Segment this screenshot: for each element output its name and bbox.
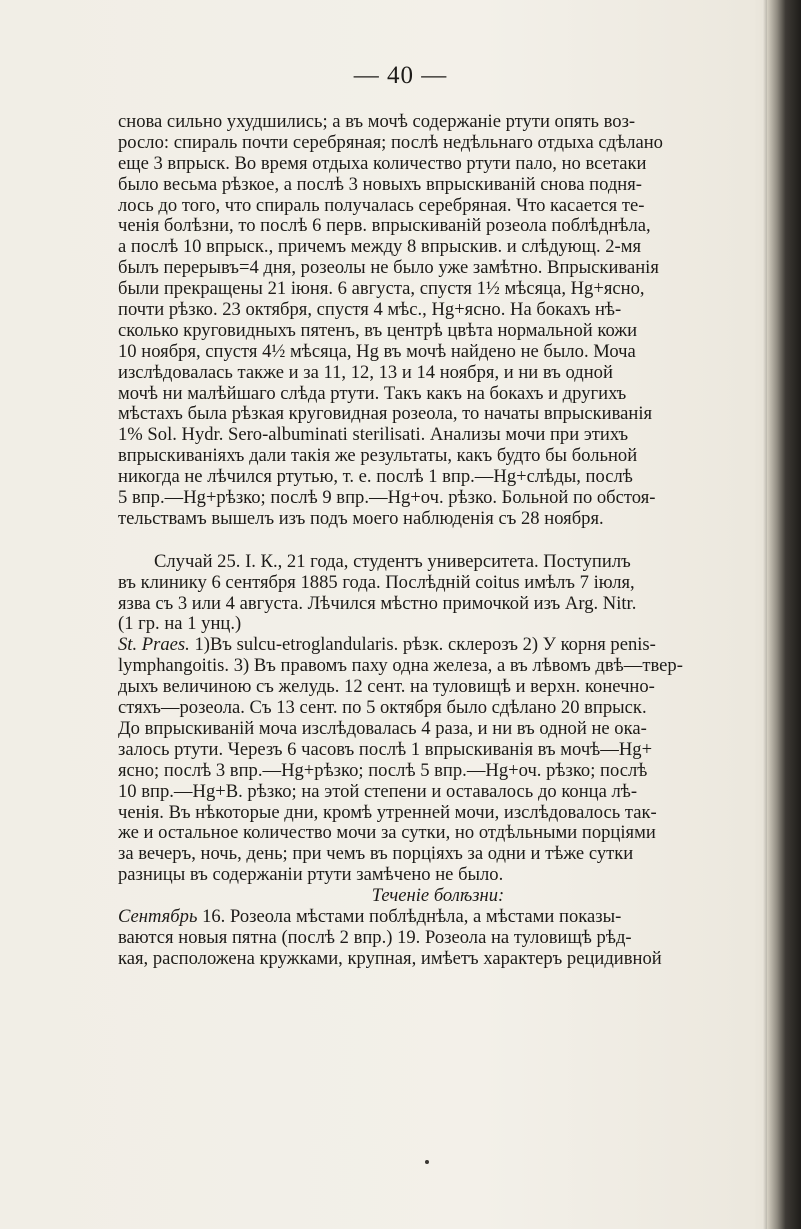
text-line: никогда не лѣчился ртутью, т. е. послѣ 1 впр.—Hg+слѣды, послѣ	[118, 467, 633, 488]
text-line: за вечеръ, ночь, день; при чемъ въ порціяхъ за одни и тѣже сутки	[118, 844, 634, 865]
paragraph-continued	[118, 112, 758, 530]
text-line: а послѣ 10 впрыск., причемъ между 8 впрыскив. и слѣдующ. 2-мя	[118, 237, 642, 258]
text-line: (1 гр. на 1 унц.)	[118, 614, 242, 635]
text-line: ваются новыя пятна (послѣ 2 впр.) 19. Розеола на туловищѣ рѣд-	[118, 927, 632, 948]
case-paragraph	[118, 552, 758, 636]
text-line: 10 ноября, спустя 4½ мѣсяца, Hg въ мочѣ найдено не было. Моча	[118, 341, 636, 362]
course-line-first	[118, 907, 758, 928]
text-line: язва съ 3 или 4 августа. Лѣчился мѣстно примочкой изъ Arg. Nitr.	[118, 593, 637, 614]
text-line: же и остальное количество мочи за сутки, но отдѣльными порціями	[118, 823, 656, 844]
text-line: ченія болѣзни, то послѣ 6 перв. впрыскиваній розеола поблѣднѣла,	[118, 216, 651, 237]
text-line: кая, расположена кружками, крупная, имѣетъ характеръ рецидивной	[118, 948, 662, 969]
text-line: изслѣдовалась также и за 11, 12, 13 и 14 ноября, и ни въ одной	[118, 362, 613, 383]
text-line: разницы въ содержаніи ртути замѣчено не было.	[118, 865, 504, 886]
text-line: росло: спираль почти серебряная; послѣ недѣльнаго отдыха сдѣлано	[118, 132, 663, 153]
status-line-text: 1)Въ sulcu-etroglandularis. рѣзк. склерозъ 2) У корня penis-	[194, 635, 656, 656]
status-line-first	[118, 635, 758, 656]
text-line: былъ перерывъ=4 дня, розеолы не было уже замѣтно. Впрыскиванія	[118, 258, 659, 279]
text-line: Случай 25. I. К., 21 года, студентъ университета. Поступилъ	[154, 551, 631, 572]
text-line: лось до того, что спираль получалась серебряная. Что касается те-	[118, 195, 645, 216]
text-line: ченія. Въ нѣкоторые дни, кромѣ утренней мочи, изслѣдовалось так-	[118, 802, 657, 823]
page-body	[118, 112, 758, 970]
text-line: 5 впр.—Hg+рѣзко; послѣ 9 впр.—Hg+оч. рѣзко. Больной по обстоя-	[118, 488, 656, 509]
text-line: мочѣ ни малѣйшаго слѣда ртути. Такъ какъ на бокахъ и другихъ	[118, 383, 627, 404]
text-line: lymphangoitis. 3) Въ правомъ паху одна железа, а въ лѣвомъ двѣ—твер-	[118, 656, 683, 677]
text-line: въ клинику 6 сентября 1885 года. Послѣдній coitus имѣлъ 7 іюля,	[118, 572, 635, 593]
text-line: 1% Sol. Hydr. Sero-albuminati sterilisati. Анализы мочи при этихъ	[118, 425, 629, 446]
text-line: тельствамъ вышелъ изъ подъ моего наблюденія съ 28 ноября.	[118, 508, 604, 529]
text-line: стяхъ—розеола. Съ 13 сент. по 5 октября было сдѣлано 20 впрыск.	[118, 698, 647, 719]
text-line: были прекращены 21 іюня. 6 августа, спустя 1½ мѣсяца, Hg+ясно,	[118, 279, 645, 300]
text-line: дыхъ величиною съ желудь. 12 сент. на туловищѣ и верхн. конечно-	[118, 677, 655, 698]
text-line: ясно; послѣ 3 впр.—Hg+рѣзко; послѣ 5 впр.—Hg+оч. рѣзко; послѣ	[118, 760, 648, 781]
course-paragraph	[118, 928, 758, 970]
page-number: — 40 —	[353, 62, 448, 89]
text-line: было весьма рѣзкое, а послѣ 3 новыхъ впрыскиваній снова подня-	[118, 174, 643, 195]
print-speck	[425, 1160, 429, 1164]
text-line: еще 3 впрыск. Во время отдыха количество ртути пало, но всетаки	[118, 153, 647, 174]
text-line: 10 впр.—Hg+В. рѣзко; на этой степени и оставалось до конца лѣ-	[118, 781, 638, 802]
book-spine	[767, 0, 801, 1229]
text-line: залось ртути. Черезъ 6 часовъ послѣ 1 впрыскиванія въ мочѣ—Hg+	[118, 739, 653, 760]
text-line: почти рѣзко. 23 октября, спустя 4 мѣс., Hg+ясно. На бокахъ нѣ-	[118, 300, 622, 321]
status-label: St. Praes.	[118, 635, 190, 656]
paragraph-gap	[118, 530, 758, 552]
text-line: До впрыскиваній моча изслѣдовалась 4 раза, и ни въ одной не ока-	[118, 718, 647, 739]
text-line: впрыскиваніяхъ дали такія же результаты, какъ будто бы больной	[118, 446, 638, 467]
text-line: мѣстахъ была рѣзкая круговидная розеола, то начаты впрыскиванія	[118, 404, 653, 425]
text-line: сколько круговидныхъ пятенъ, въ центрѣ цвѣта нормальной кожи	[118, 320, 638, 341]
text-line: снова сильно ухудшились; а въ мочѣ содержаніе ртути опять воз-	[118, 112, 636, 132]
status-paragraph	[118, 656, 758, 886]
course-line-text: 16. Розеола мѣстами поблѣднѣла, а мѣстами показы-	[197, 906, 622, 927]
course-month-label: Сентябрь	[118, 906, 198, 927]
course-heading: Теченіе болѣзни:	[371, 886, 505, 907]
